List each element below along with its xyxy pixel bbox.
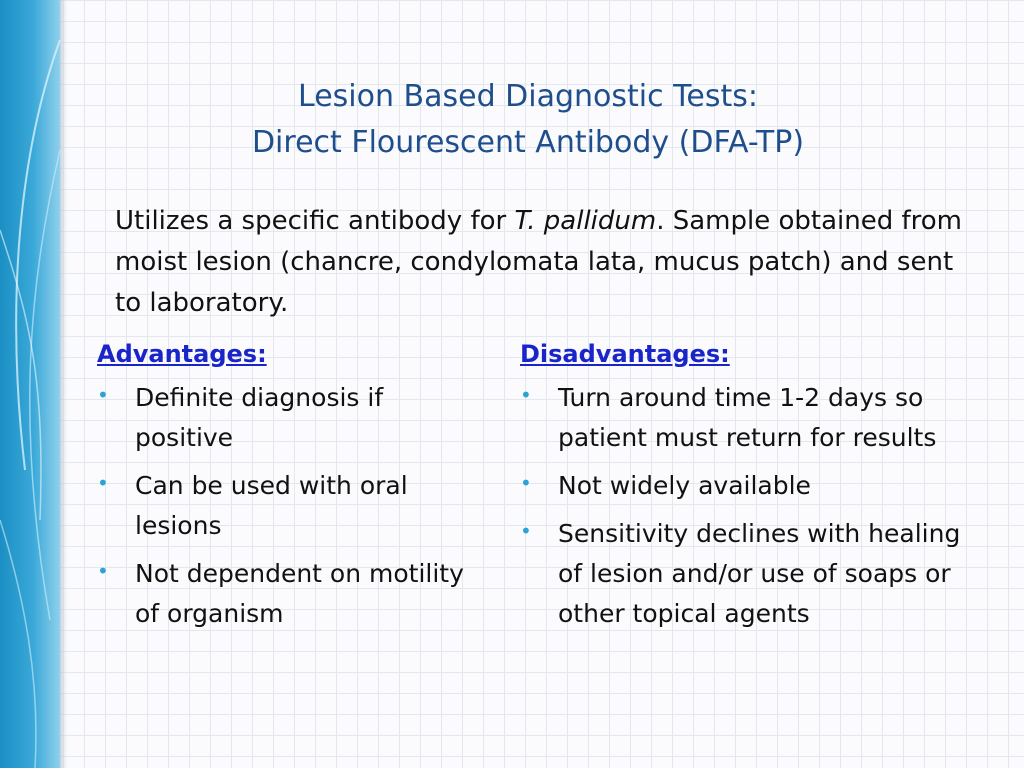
advantages-column — [97, 336, 467, 642]
bullet-icon: • — [520, 519, 532, 543]
disadvantages-item — [520, 466, 990, 506]
intro-suffix: . Sample obtained from moist lesion (chancre, condylomata lata, mucus patch) and sent to laboratory. — [115, 206, 963, 318]
intro-organism-name: T. pallidum — [514, 206, 657, 236]
disadvantages-list — [520, 378, 990, 634]
disadvantages-column — [520, 336, 990, 642]
advantages-list — [97, 378, 467, 634]
advantages-item-text: Definite diagnosis if positive — [135, 383, 384, 452]
advantages-item — [97, 554, 467, 634]
bullet-icon: • — [520, 471, 532, 495]
disadvantages-item — [520, 514, 990, 634]
advantages-item-text: Not dependent on motility of organism — [135, 559, 464, 628]
intro-prefix: Utilizes a specific antibody for — [115, 206, 515, 236]
intro-paragraph — [115, 201, 965, 324]
bullet-icon: • — [97, 559, 109, 583]
advantages-item — [97, 466, 467, 546]
title-line-2: Direct Flourescent Antibody (DFA-TP) — [251, 125, 805, 160]
disadvantages-item-text: Not widely available — [558, 471, 811, 500]
advantages-heading: Advantages: — [97, 340, 267, 368]
disadvantages-item — [520, 378, 990, 458]
bullet-icon: • — [520, 383, 532, 407]
disadvantages-heading: Disadvantages: — [520, 340, 730, 368]
title-line-1: Lesion Based Diagnostic Tests: — [298, 79, 758, 114]
disadvantages-item-text: Turn around time 1-2 days so patient must return for results — [558, 383, 937, 452]
advantages-item-text: Can be used with oral lesions — [135, 471, 408, 540]
decorative-side-band — [0, 0, 70, 768]
bullet-icon: • — [97, 383, 109, 407]
bullet-icon: • — [97, 471, 109, 495]
slide-title — [100, 74, 956, 166]
disadvantages-item-text: Sensitivity declines with healing of lesion and/or use of soaps or other topical agents — [558, 519, 961, 628]
advantages-item — [97, 378, 467, 458]
